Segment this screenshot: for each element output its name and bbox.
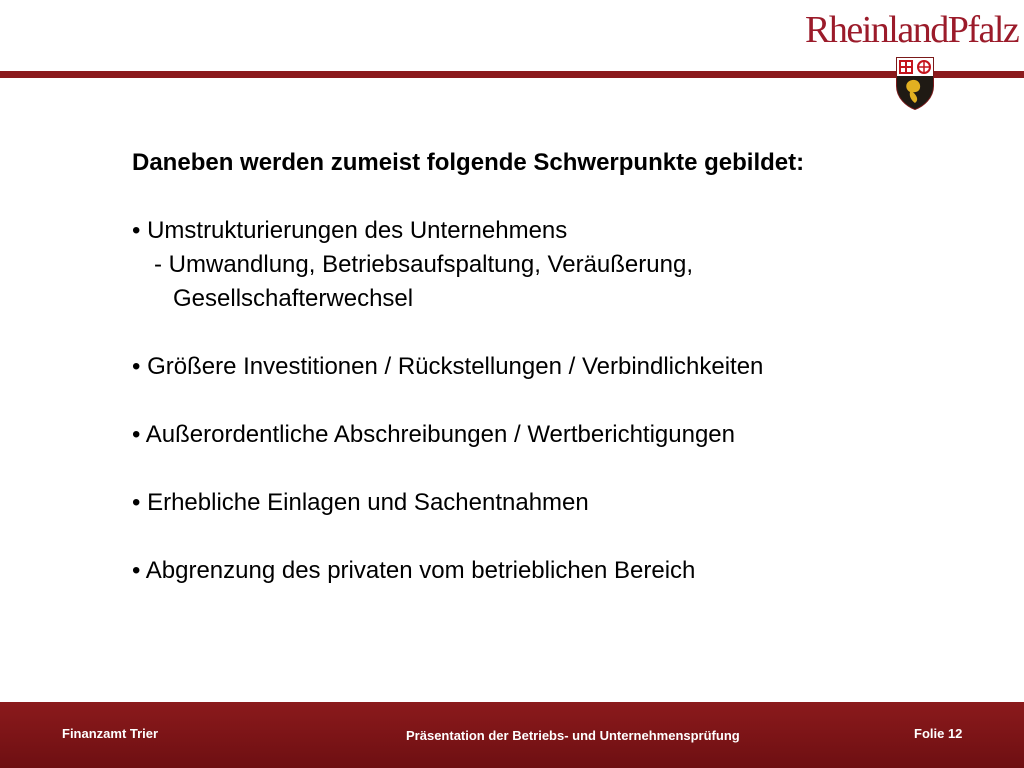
slide-content	[132, 146, 952, 588]
sub-item: - Umwandlung, Betriebsaufspaltung, Veräußerung,	[154, 251, 693, 278]
slide-number: Folie 12	[914, 726, 963, 741]
bullet-item: • Außerordentliche Abschreibungen / Wertberichtigungen	[132, 421, 735, 448]
slide-heading: Daneben werden zumeist folgende Schwerpunkte gebildet:	[132, 149, 805, 176]
coat-of-arms-icon	[893, 56, 937, 110]
sub-item-continuation: Gesellschafterwechsel	[173, 285, 414, 312]
bullet-item: • Erhebliche Einlagen und Sachentnahmen	[132, 489, 589, 516]
footer-bar	[0, 702, 1024, 768]
rheinland-pfalz-logo: RheinlandPfalz	[805, 9, 1019, 51]
bullet-item: • Abgrenzung des privaten vom betrieblichen Bereich	[132, 557, 696, 584]
bullet-item: • Größere Investitionen / Rückstellungen / Verbindlichkeiten	[132, 353, 764, 380]
footer-presentation-title: Präsentation der Betriebs- und Unternehmensprüfung	[406, 728, 740, 743]
header-rule	[0, 71, 1024, 78]
footer-office: Finanzamt Trier	[62, 726, 159, 741]
bullet-item: • Umstrukturierungen des Unternehmens	[132, 217, 568, 244]
